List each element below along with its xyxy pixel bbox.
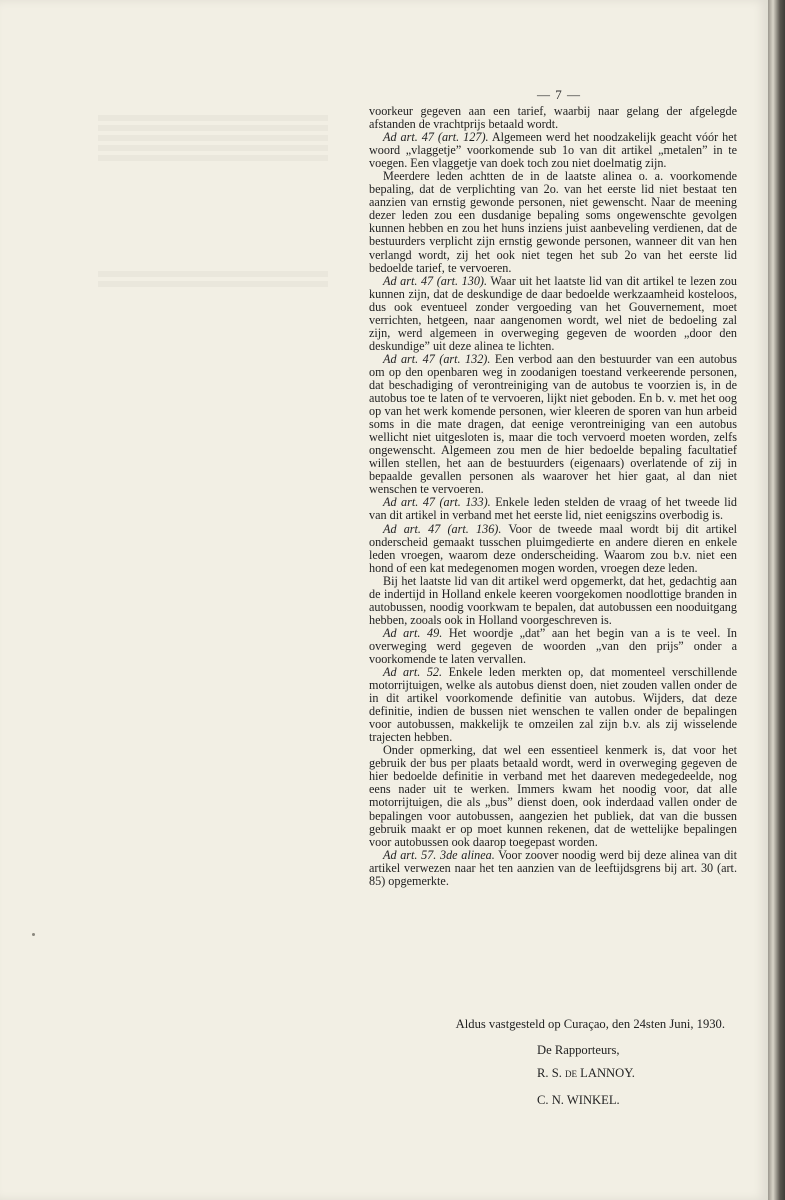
signer-lannoy: R. S. de LANNOY. (537, 1066, 635, 1080)
paragraph: voorkeur gegeven aan een tarief, waarbij naar gelang der afgelegde afstanden de vrachtprijs betaald wordt. (369, 104, 737, 132)
article-reference: Ad art. 49. (383, 625, 443, 640)
body-text-column (369, 105, 737, 888)
paper-speck (32, 933, 35, 936)
article-reference: Ad art. 47 (art. 127). (383, 130, 489, 145)
page-number: — 7 — (537, 87, 581, 102)
article-reference: Ad art. 52. (383, 665, 443, 680)
show-through-text (98, 85, 328, 291)
paragraph: Ad art. 57. 3de alinea. Voor zoover noodig werd bij deze alinea van dit artikel verwezen naar het ten aanzien van de leeftijdsgrens bij art. 30 (art. 85) opgemerkte. (369, 847, 737, 888)
page-edge-binding (768, 0, 785, 1200)
paragraph: Ad art. 49. Het woordje „dat” aan het begin van a is te veel. In overweging werd gegeven de woorden „van den prijs” onder a voorkomende te laten vervallen. (369, 625, 737, 666)
paragraph: Bij het laatste lid van dit artikel werd opgemerkt, dat het, gedachtig aan de indertijd in Holland enkele keeren voorgekomen noodlottige branden in autobussen, noodig voorkwam te bepalen, dat autobussen een nooduitgang hebben, zooals ook in Holland voorgeschreven is. (369, 573, 737, 627)
place-date-line: Aldus vastgesteld op Curaçao, den 24sten Juni, 1930. (455, 1017, 725, 1031)
article-reference: Ad art. 47 (art. 130). (383, 273, 488, 288)
article-reference: Ad art. 47 (art. 132). (383, 351, 491, 366)
paragraph: Ad art. 47 (art. 130). Waar uit het laatste lid van dit artikel te lezen zou kunnen zijn, dat de deskundige de daar bedoelde werkzaamheid kosteloos, dus ook eventueel zonder vergoeding van het Gouvernement, moet verrichten, hetgeen, naar aangenomen wordt, wel niet de bedoeling zal zijn, werd algemeen in overweging gegeven de woorden „door den deskundige” uit deze alinea te lichten. (369, 273, 737, 353)
rapporteurs-heading: De Rapporteurs, (537, 1043, 620, 1057)
paragraph: Onder opmerking, dat wel een essentieel kenmerk is, dat voor het gebruik der bus per plaats betaald wordt, werd in overweging gegeven de hier bedoelde definitie in verband met het daareven medegedeelde, nog eens nader uit te werken. Immers kwam het noodig voor, dat alle motorrijtuigen, die als „bus” dienst doen, ook inderdaad vallen onder de bepalingen voor autobussen, aangezien het publiek, dat van die bussen gebruik maakt er op moet kunnen rekenen, dat de wettelijke bepalingen voor autobussen ook daarop toegepast worden. (369, 743, 737, 849)
paragraph: Meerdere leden achtten de in de laatste alinea o. a. voorkomende bepaling, dat de verplichting van 2o. van het eerste lid niet bestaat ten aanzien van ernstig gewonde personen, niet gewenscht. Naar de meening dezer leden zou een dusdanige bepaling soms ongewenschte gevolgen kunnen hebben en zou het huns inziens juist aanbeveling verdienen, dat de bestuurders verplicht zijn ernstig gewonde personen, wanneer dit van hen verlangd wordt, zij het ook niet tegen het sub 2o van het eerste lid bedoelde tarief, te vervoeren. (369, 169, 737, 275)
article-reference: Ad art. 57. 3de alinea. (383, 847, 495, 862)
paragraph: Ad art. 52. Enkele leden merkten op, dat momenteel verschillende motorrijtuigen, welke als autobus dienst doen, niet zouden vallen onder de in dit artikel voorkomende definitie van autobus. Wijders, dat deze definitie, indien de bussen niet wenschen te vallen onder de bepalingen voor autobussen, makkelijk te omzeilen zal zijn b.v. als zij wisselende trajecten hebben. (369, 665, 738, 745)
paragraph: Ad art. 47 (art. 132). Een verbod aan den bestuurder van een autobus om op den openbaren weg in zoodanigen toestand verkeerende personen, dat beschadiging of verontreiniging van de autobus te voorzien is, in de autobus toe te laten of te vervoeren, lijkt niet geboden. En b. v. met het oog op van het werk komende personen, wier kleeren de sporen van hun arbeid soms in die mate dragen, dat eenige verontreiniging van een autobus wellicht niet uitgesloten is, maar die toch vervoerd moeten worden, zelfs ongewenscht. Algemeen zou men de hier bedoelde bepaling facultatief willen stellen, het aan de bestuurders (eigenaars) overlatende of zij in bepaalde gevallen personen als waarover het hier gaat, al dan niet wenschen te vervoeren. (369, 351, 737, 497)
article-reference: Ad art. 47 (art. 136). (383, 521, 502, 536)
paragraph: Ad art. 47 (art. 127). Algemeen werd het noodzakelijk geacht vóór het woord „vlaggetje” voorkomende sub 1o van dit artikel „metalen” in te voegen. Een vlaggetje van doek toch zou niet doelmatig zijn. (369, 130, 737, 171)
signer-winkel: C. N. WINKEL. (537, 1093, 620, 1107)
article-reference: Ad art. 47 (art. 133). (383, 495, 491, 510)
paragraph: Ad art. 47 (art. 133). Enkele leden stelden de vraag of het tweede lid van dit artikel in verband met het eerste lid, niet eenigszins overbodig is. (369, 495, 737, 523)
paragraph: Ad art. 47 (art. 136). Voor de tweede maal wordt bij dit artikel onderscheid gemaakt tusschen pluimgedierte en andere dieren en enkele leden vroegen, waarom deze onderscheiding. Waarom zou b.v. niet een hond of een kat medegenomen mogen worden, vroegen deze leden. (369, 521, 737, 575)
